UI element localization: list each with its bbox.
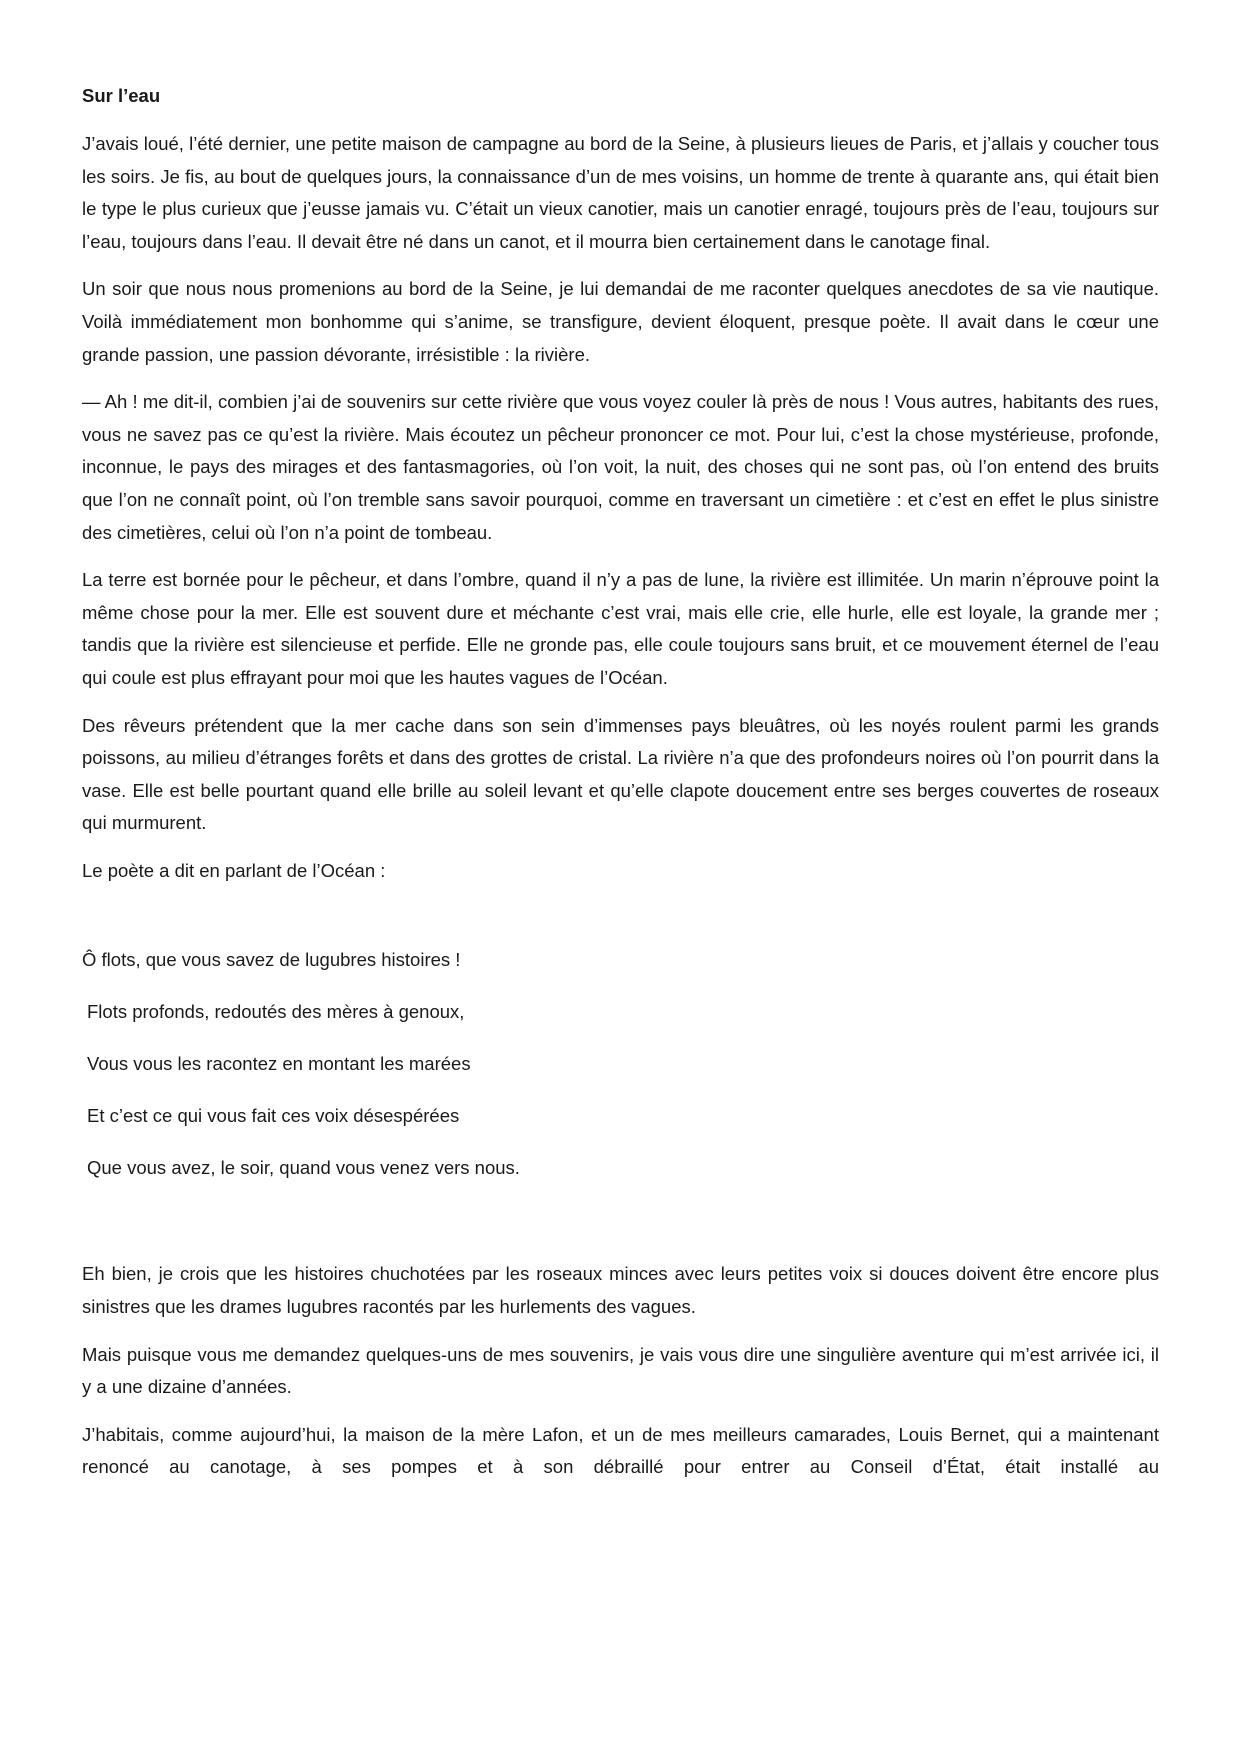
paragraph: — Ah ! me dit-il, combien j’ai de souvenirs sur cette rivière que vous voyez couler là près de nous ! Vous autres, habitants des rues, vous ne savez pas ce qu’est la rivière. Mais écoutez un pêcheur prononcer ce mot. Pour lui, c’est la chose mystérieuse, profonde, inconnue, le pays des mirages et des fantasmagories, où l’on voit, la nuit, des choses qui ne sont pas, où l’on entend des bruits que l’on ne connaît point, où l’on tremble sans savoir pourquoi, comme en traversant un cimetière : et c’est en effet le plus sinistre des cimetières, celui où l’on n’a point de tombeau. — [82, 391, 1159, 543]
paragraph: J’habitais, comme aujourd’hui, la maison de la mère Lafon, et un de mes meilleurs camarades, Louis Bernet, qui a maintenant renoncé au canotage, à ses pompes et à son débraillé pour entrer au Conseil d’État, était installé au — [82, 1423, 1159, 1478]
paragraph: Un soir que nous nous promenions au bord de la Seine, je lui demandai de me raconter quelques anecdotes de sa vie nautique. Voilà immédiatement mon bonhomme qui s’anime, se transfigure, devient éloquent, presque poète. Il avait dans le cœur une grande passion, une passion dévorante, irrésistible : la rivière. — [82, 278, 1159, 365]
spacer — [82, 902, 1159, 946]
verse-line: Ô flots, que vous savez de lugubres histoires ! — [82, 949, 461, 971]
spacer — [82, 1206, 1159, 1258]
verse-line: Flots profonds, redoutés des mères à genoux, — [87, 1001, 465, 1023]
verse-line: Et c’est ce qui vous fait ces voix désespérées — [87, 1105, 460, 1127]
paragraph: La terre est bornée pour le pêcheur, et dans l’ombre, quand il n’y a pas de lune, la rivière est illimitée. Un marin n’éprouve point la même chose pour la mer. Elle est souvent dure et méchante c’est vrai, mais elle crie, elle hurle, elle est loyale, la grande mer ; tandis que la rivière est silencieuse et perfide. Elle ne gronde pas, elle coule toujours sans bruit, et ce mouvement éternel de l’eau qui coule est plus effrayant pour moi que les hautes vagues de l’Océan. — [82, 569, 1159, 688]
paragraph: J’avais loué, l’été dernier, une petite maison de campagne au bord de la Seine, à plusieurs lieues de Paris, et j’allais y coucher tous les soirs. Je fis, au bout de quelques jours, la connaissance d’un de mes voisins, un homme de trente à quarante ans, qui était bien le type le plus curieux que j’eusse jamais vu. C’était un vieux canotier, mais un canotier enragé, toujours près de l’eau, toujours sur l’eau, toujours dans l’eau. Il devait être né dans un canot, et il mourra bien certainement dans le canotage final. — [82, 133, 1159, 252]
quote-intro: Le poète a dit en parlant de l’Océan : — [82, 859, 386, 881]
paragraph: Mais puisque vous me demandez quelques-uns de mes souvenirs, je vais vous dire une singulière aventure qui m’est arrivée ici, il y a une dizaine d’années. — [82, 1343, 1159, 1398]
document-title: Sur l’eau — [82, 85, 161, 106]
verse-line: Vous vous les racontez en montant les marées — [87, 1053, 471, 1075]
paragraph: Eh bien, je crois que les histoires chuchotées par les roseaux minces avec leurs petites voix si douces doivent être encore plus sinistres que les drames lugubres racontés par les hurlements des vagues. — [82, 1263, 1159, 1318]
verse-line: Que vous avez, le soir, quand vous venez vers nous. — [87, 1157, 520, 1179]
verse-quote — [82, 946, 1159, 1182]
paragraph: Des rêveurs prétendent que la mer cache dans son sein d’immenses pays bleuâtres, où les noyés roulent parmi les grands poissons, au milieu d’étranges forêts et dans des grottes de cristal. La rivière n’a que des profondeurs noires où l’on pourrit dans la vase. Elle est belle pourtant quand elle brille au soleil levant et qu’elle clapote doucement entre ses berges couvertes de roseaux qui murmurent. — [82, 714, 1159, 834]
